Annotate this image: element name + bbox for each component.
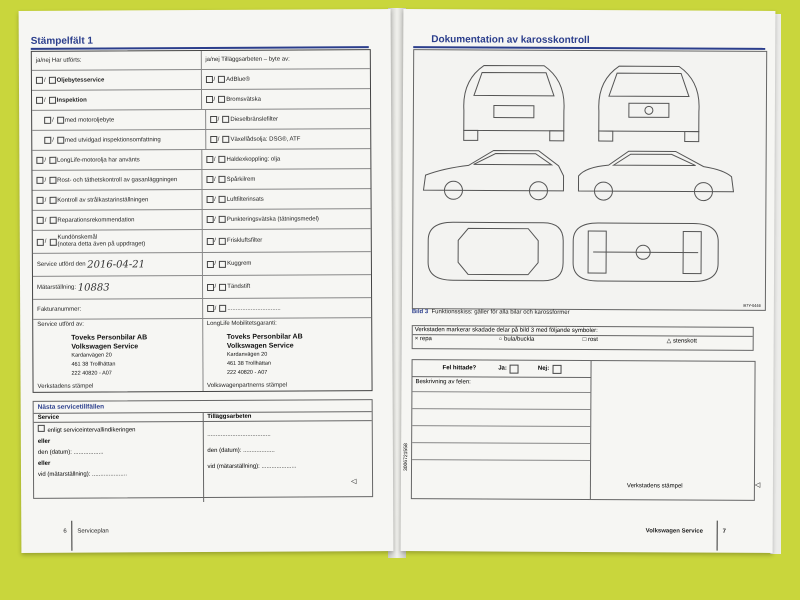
car-rear-view [464,65,565,141]
next-item[interactable]: den (datum): .................. [37,449,104,456]
caption-text: Funktionsskiss: gäller för alla bilar och karossformer [431,309,570,316]
row-label: med motoroljebyte [64,116,115,124]
next-service-box [33,399,374,499]
car-side-right-view [578,151,733,201]
table-row: / Reparationsrekommendation / Punkteringsvätska (tätningsmedel) [33,209,371,231]
footer-divider [71,521,72,551]
checkbox[interactable] [37,238,44,245]
next-item: eller [37,438,51,445]
row-label: Reparationsrekommendation [57,216,135,224]
checkbox[interactable] [49,77,56,84]
stamp-line: 222 40820 - A07 [71,369,112,377]
no-checkbox[interactable] [552,364,561,373]
stamp-line: Toveks Personbilar AB [71,333,148,342]
caption-number: Bild 3 [411,309,429,316]
row-label: Punkteringsvätska (tätningsmedel) [226,215,319,223]
symbol-rust: □ rost [582,336,599,344]
row-label: Oljebytesservice [56,77,105,84]
checkbox[interactable] [219,283,226,290]
checkbox[interactable] [57,117,64,124]
next-service-col [34,422,203,503]
description-line[interactable] [412,459,590,477]
row-label: LongLife-motorolja har använts [57,156,140,164]
checkbox[interactable] [219,216,226,223]
checkbox[interactable] [219,176,226,183]
car-side-left-view [423,150,563,200]
symbol-stone-chip: △ stenskott [666,338,697,345]
checkbox[interactable] [36,97,43,104]
checkbox[interactable] [207,305,214,312]
side-code: 3006721558 [403,443,410,472]
checkbox[interactable] [218,76,225,83]
row-label: Rost- och täthetskontroll av gasanläggningen [57,176,178,184]
next-item[interactable]: den (datum): ................... [207,447,275,454]
stamp-field-title: Stämpelfält 1 [30,35,94,47]
checkbox[interactable] [210,136,217,143]
stamp-line: Volkswagen Service [226,342,294,350]
checkbox[interactable] [206,176,213,183]
checkbox[interactable] [49,177,56,184]
stamp-line: Volkswagen Service [71,342,139,351]
next-service-title: Nästa servicetillfällen [37,403,105,411]
table-row: Mätarställning: 10883 / Tändstift [33,275,371,300]
checkbox[interactable] [206,156,213,163]
checkbox[interactable] [206,216,213,223]
mileage-label: Mätarställning: [37,284,77,291]
row-label: Kontroll av strålkastarinställningen [57,196,149,204]
description-line[interactable] [412,391,590,409]
yes-label: Ja: [498,365,507,372]
checkbox[interactable] [222,136,229,143]
service-date-label: Service utförd den [36,261,86,268]
table-row: / Kundönskemål (notera detta även på uppdraget) / Friskluftsfilter [33,229,371,254]
car-top-view [428,222,563,281]
checkbox[interactable] [222,116,229,123]
workshop-stamp-imprint [71,333,147,378]
checkbox[interactable] [36,177,43,184]
car-views-svg [413,50,766,310]
damage-symbols-text: Verkstaden markerar skadade delar på bild 3 med följande symboler: [414,327,598,335]
table-row: / med motoroljebyte / Dieselbränslefilter [32,109,370,131]
symbol-scratch: × repa [414,336,432,343]
stamp-line: 461 38 Trollhättan [226,360,271,367]
header-extra-work: ja/nej Tilläggsarbeten – byte av: [200,50,370,69]
stamp-line: Kardanvägen 20 [226,351,268,358]
next-item: eller [37,460,51,467]
checkbox[interactable] [44,137,51,144]
row-label: AdBlue® [226,76,250,83]
service-by-label: Service utförd av: [37,321,84,328]
next-extra-col [202,421,372,502]
damage-symbols-box [412,325,754,351]
checkbox[interactable] [219,156,226,163]
checkbox[interactable] [206,237,213,244]
row-label: Kundönskemål (notera detta även på uppdraget) [57,234,146,248]
left-page [19,9,394,553]
checkbox[interactable] [206,196,213,203]
table-row: / Oljebytesservice / AdBlue® [32,69,370,91]
page-number: 6 [63,528,67,535]
stamp-line: Kardanvägen 20 [71,351,112,359]
table-row: / Rost- och täthetskontroll av gasanläggningen / Spårkilrem [32,169,370,191]
next-item: enligt serviceintervallindikeringen [47,427,136,434]
next-extra-header: Tilläggsarbeten [202,412,372,421]
car-front-view [599,66,700,142]
checkbox[interactable] [206,260,213,267]
description-label: Beskrivning av felen: [415,379,471,386]
checkbox[interactable] [37,197,44,204]
body-check-title: Dokumentation av karosskontroll [431,34,590,47]
row-label: med utvidgad inspektionsomfattning [64,136,161,144]
arrow-icon: ◁ [351,478,357,486]
checkbox[interactable] [49,197,56,204]
checkbox[interactable] [49,217,56,224]
service-date-value[interactable]: 2016-04-21 [87,258,145,271]
arrow-icon: ◁ [754,481,761,489]
stamp-area [591,361,755,500]
checkbox[interactable] [57,137,64,144]
symbol-dent: ○ bula/buckla [498,336,535,343]
description-line[interactable] [412,425,590,443]
checkbox[interactable] [219,260,226,267]
row-label: Kuggrem [227,260,252,267]
checkbox[interactable] [49,157,56,164]
workshop-stamp-label: Verkstadens stämpel [37,383,94,390]
footer-text: Serviceplan [77,528,109,535]
checkbox[interactable] [210,116,217,123]
stamp-line: 461 38 Trollhättan [71,360,116,368]
row-label: Dieselbränslefilter [230,116,279,123]
next-service-header: Service [37,414,60,421]
table-row: / Inspektion / Bromsvätska [32,89,370,111]
checkbox[interactable] [218,96,225,103]
checkbox[interactable] [219,237,226,244]
service-table [31,49,373,393]
figure-code: B7Y-0446 [743,302,761,308]
row-label: Inspektion [56,97,87,104]
workshop-stamp-label: Verkstadens stämpel [626,483,683,490]
description-line[interactable] [412,442,590,460]
right-page [401,9,776,553]
no-label: Nej: [537,365,550,372]
brand-footer: Volkswagen Service [645,528,703,535]
table-row: Service utförd den 2016-04-21 / Kuggrem [33,252,371,277]
partner-stamp-imprint [227,332,303,377]
stamp-line: 222 40820 - A07 [226,369,268,376]
table-row: Fakturanummer: / ................................ [33,298,371,320]
page-number: 7 [722,528,727,535]
stamp-row [33,318,371,392]
checkbox[interactable] [49,97,56,104]
checkbox[interactable] [36,157,43,164]
longlife-label: LongLife Mobilitetsgaranti: [206,320,277,327]
checkbox[interactable] [38,425,45,432]
row-label: Växellådsolja: DSG®, ATF [230,136,301,143]
figure-caption [412,309,570,316]
row-label: ................................ [227,305,281,312]
next-service-columns [34,420,372,503]
checkbox[interactable] [205,76,212,83]
car-underbody-view [573,223,718,282]
row-label: Tändstift [227,283,251,290]
defect-box [411,359,756,501]
header-performed: ja/nej Har utförts: [35,57,82,64]
row-label: Luftfilterinsats [226,196,264,203]
checkbox[interactable] [207,283,214,290]
defects-found-label: Fel hittade? [442,365,477,372]
table-row: / LongLife-motorolja har använts / Haldexkoppling: olja [32,149,370,171]
checkbox[interactable] [44,117,51,124]
invoice-label: Fakturanummer: [37,306,82,313]
checkbox[interactable] [219,196,226,203]
car-sketch-figure [412,49,767,311]
row-label: Bromsvätska [226,96,261,103]
checkbox[interactable] [37,217,44,224]
description-line[interactable] [412,408,590,426]
mileage-value[interactable]: 10883 [77,282,110,294]
footer-divider [717,521,718,551]
next-item[interactable]: vid (mätarställning): ..................... [207,463,297,470]
stamp-line: Toveks Personbilar AB [226,332,303,341]
next-item[interactable]: vid (mätarställning): ..................... [37,471,128,478]
row-label: Spårkilrem [226,176,256,183]
checkbox[interactable] [206,96,213,103]
row-label: Haldexkoppling: olja [226,156,281,163]
yes-checkbox[interactable] [510,364,519,373]
checkbox[interactable] [49,238,56,245]
checkbox[interactable] [219,305,226,312]
partner-stamp-label: Volkswagenpartnerns stämpel [207,382,288,389]
row-label: Friskluftsfilter [226,237,263,244]
table-row: / med utvidgad inspektionsomfattning / Växellådsolja: DSG®, ATF [32,129,370,151]
checkbox[interactable] [36,77,43,84]
table-row: / Kontroll av strålkastarinställningen / Luftfilterinsats [33,189,371,211]
table-header-row [32,50,370,71]
next-item[interactable]: ...................................... [207,431,271,438]
